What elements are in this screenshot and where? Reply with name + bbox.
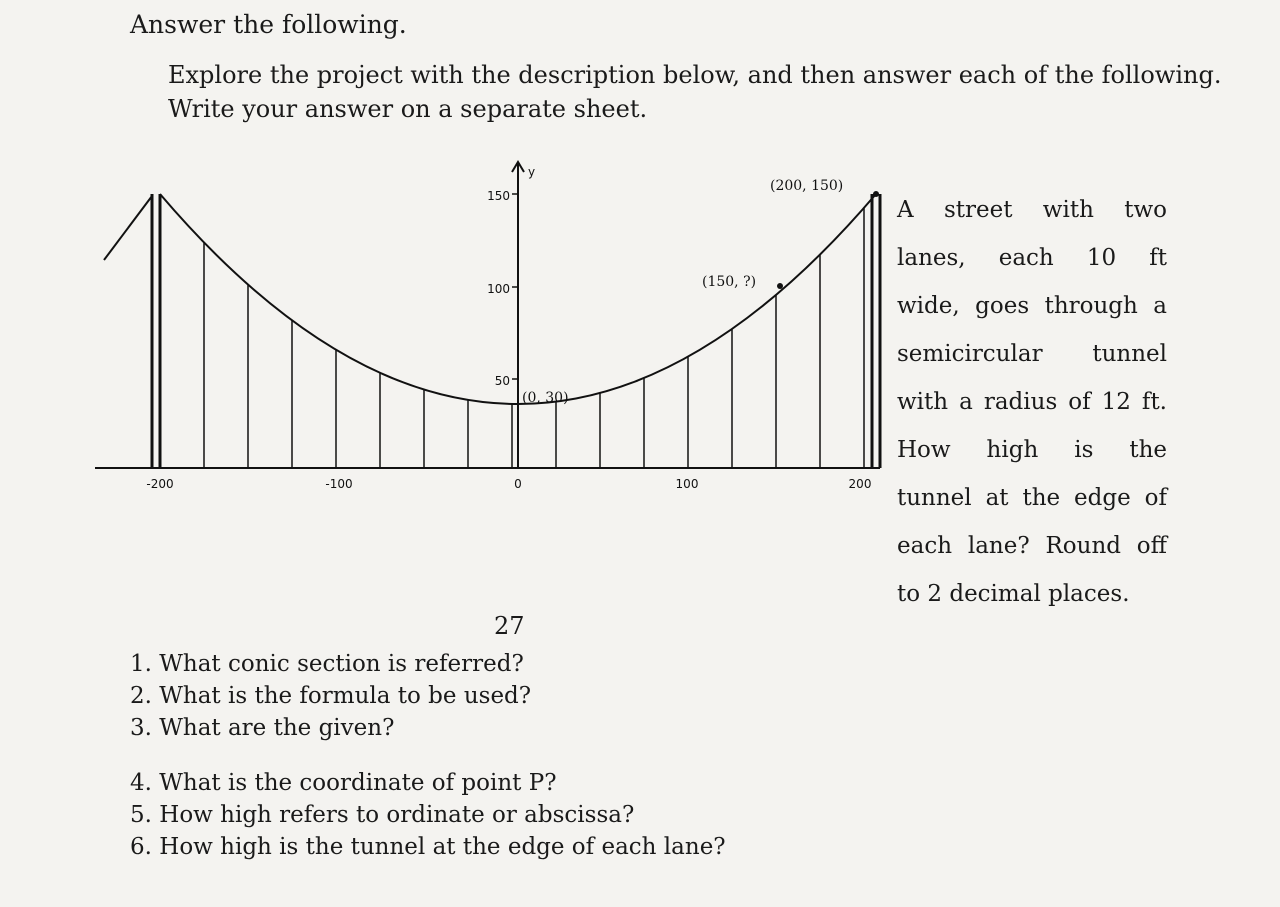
y-tick-100: 100 [487, 282, 510, 296]
point-top-right-label: (200, 150) [770, 178, 844, 194]
page-number: 27 [494, 612, 525, 640]
point-top-right-marker [873, 191, 879, 197]
x-tick-0: 0 [514, 477, 522, 491]
problem-line: tunnel at the edge of [897, 485, 1167, 511]
question-item: 3. What are the given? [130, 715, 395, 741]
suspension-bridge-figure [90, 150, 890, 510]
problem-line: How high is the [897, 437, 1167, 463]
point-p-marker [777, 283, 783, 289]
problem-line: with a radius of 12 ft. [897, 389, 1167, 415]
problem-line: each lane? Round off [897, 533, 1167, 559]
left-tower [104, 194, 160, 468]
x-tick-200: 200 [848, 477, 872, 491]
x-tick-neg200: -200 [146, 477, 174, 491]
y-tick-150: 150 [487, 189, 510, 203]
problem-line: semicircular tunnel [897, 341, 1167, 367]
right-tower [872, 194, 880, 468]
point-p-label: (150, ?) [702, 274, 757, 290]
question-list-continued [130, 767, 726, 863]
question-item: 5. How high refers to ordinate or abscissa? [130, 802, 635, 828]
y-tick-50: 50 [494, 374, 510, 388]
x-tick-100: 100 [675, 477, 699, 491]
problem-line: lanes, each 10 ft [897, 245, 1167, 271]
instructions-text: Explore the project with the description below, and then answer each of the following. Write your answer on a separate sheet. [168, 61, 1222, 123]
problem-line: to 2 decimal places. [897, 581, 1130, 607]
question-item: 2. What is the formula to be used? [130, 683, 532, 709]
question-list [130, 648, 531, 744]
suspender-lines [160, 194, 864, 468]
question-item: 1. What conic section is referred? [130, 651, 524, 677]
question-item: 6. How high is the tunnel at the edge of each lane? [130, 834, 726, 860]
problem-line: wide, goes through a [897, 293, 1167, 319]
point-vertex-label: (0, 30) [522, 390, 569, 406]
problem-statement [897, 186, 1167, 618]
problem-line: A street with two [897, 197, 1167, 223]
y-axis-label: y [528, 165, 536, 179]
question-item: 4. What is the coordinate of point P? [130, 770, 557, 796]
x-tick-neg100: -100 [325, 477, 353, 491]
worksheet-heading: Answer the following. [130, 10, 407, 39]
